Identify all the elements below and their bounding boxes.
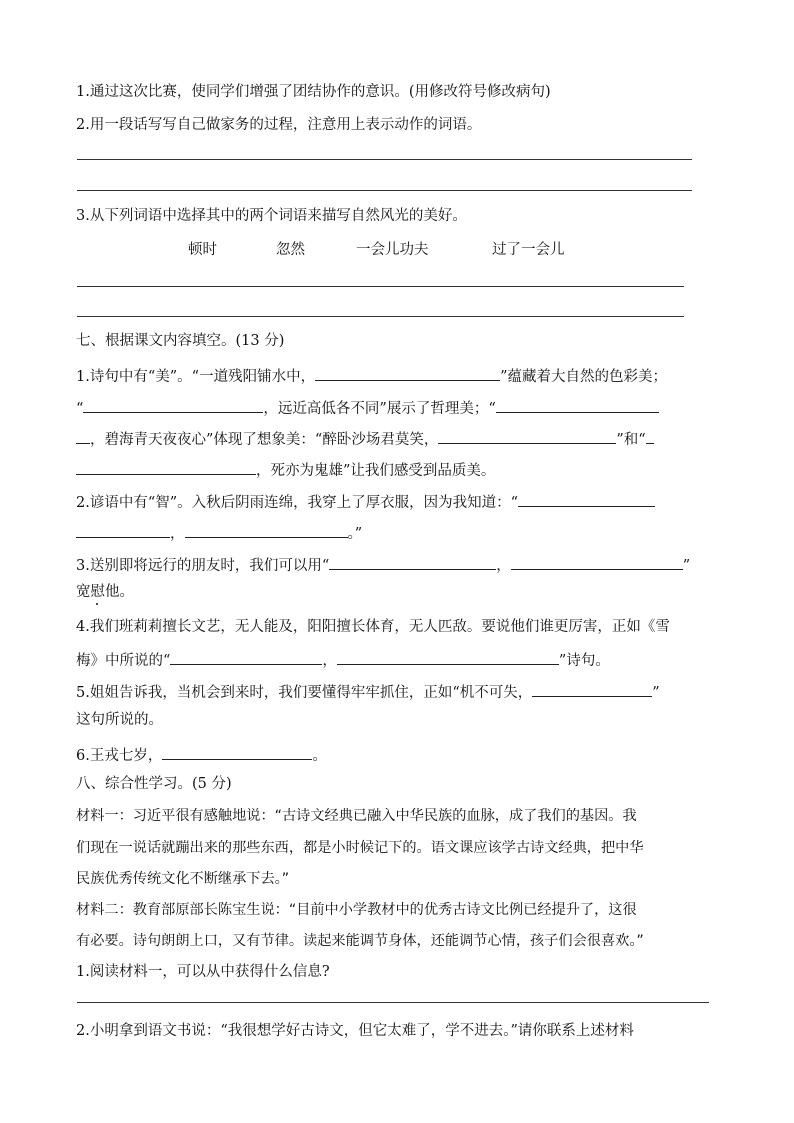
answer-line[interactable] bbox=[77, 316, 684, 317]
text: ”诗句。 bbox=[558, 653, 610, 669]
fill-blank[interactable] bbox=[315, 364, 500, 381]
fill-blank[interactable] bbox=[438, 427, 616, 444]
word-option: 顿时 bbox=[188, 242, 217, 258]
text: 。” bbox=[347, 526, 363, 542]
fill-blank[interactable] bbox=[646, 427, 654, 444]
text: 这句所说的。 bbox=[76, 712, 163, 728]
material-1-line: 们现在一说话就蹦出来的那些东西，都是小时候记下的。语文课应该学古诗文经典，把中华 bbox=[76, 840, 644, 856]
fill-q4-line1 bbox=[76, 617, 670, 637]
fill-q1-line3 bbox=[76, 427, 654, 450]
text: 慰他。 bbox=[90, 584, 134, 600]
fill-q1-line4 bbox=[76, 458, 495, 481]
text: 3.送别即将远行的朋友时，我们可以用“ bbox=[76, 558, 330, 574]
fill-blank[interactable] bbox=[511, 553, 683, 570]
question-scenery-words: 3.从下列词语中选择其中的两个词语来描写自然风光的美好。 bbox=[76, 208, 467, 224]
text: ”蕴藏着大自然的色彩美； bbox=[500, 369, 667, 385]
answer-line[interactable] bbox=[77, 159, 692, 160]
material-1-line: 材料一：习近平很有感触地说：“古诗文经典已融入中华民族的血脉，成了我们的基因。我 bbox=[76, 808, 637, 824]
fill-q1-line2 bbox=[76, 396, 659, 419]
question-xiaoming: 2.小明拿到语文书说：“我很想学好古诗文，但它太难了，学不进去。”请你联系上述材料 bbox=[76, 1023, 634, 1039]
text: 1.诗句中有“美”。“一道残阳铺水中， bbox=[76, 369, 316, 385]
fill-blank[interactable] bbox=[76, 521, 170, 538]
word-option: 一会儿功夫 bbox=[356, 242, 429, 258]
material-1-line: 民族优秀传统文化不断继承下去。” bbox=[76, 871, 290, 887]
fill-blank[interactable] bbox=[170, 648, 322, 665]
section-7-title: 七、根据课文内容填空。(13 分) bbox=[76, 333, 285, 349]
section-8-title: 八、综合性学习。(5 分) bbox=[76, 776, 232, 792]
fill-q3-line2 bbox=[76, 582, 134, 602]
fill-q2-line1 bbox=[76, 490, 655, 513]
word-option: 忽然 bbox=[276, 242, 305, 258]
fill-blank[interactable] bbox=[518, 490, 655, 507]
material-2-line: 材料二：教育部原部长陈宝生说：“目前中小学教材中的优秀古诗文比例已经提升了，这很 bbox=[76, 902, 637, 918]
material-2-line: 有必要。诗句朗朗上口，又有节律。读起来能调节身体，还能调节心情，孩子们会很喜欢。” bbox=[76, 933, 644, 949]
question-material-info: 1.阅读材料一，可以从中获得什么信息? bbox=[76, 964, 330, 980]
fill-blank[interactable] bbox=[162, 743, 312, 760]
text: 梅》中所说的“ bbox=[76, 653, 171, 669]
answer-line[interactable] bbox=[77, 1002, 709, 1003]
fill-q5-line2 bbox=[76, 710, 163, 730]
fill-blank[interactable] bbox=[337, 648, 559, 665]
fill-q5-line1 bbox=[76, 680, 660, 703]
text: ，碧海青天夜夜心”体现了想象美：“醉卧沙场君莫笑， bbox=[90, 432, 439, 448]
answer-line[interactable] bbox=[77, 190, 692, 191]
fill-q6 bbox=[76, 743, 327, 766]
text: ”和“ bbox=[616, 432, 646, 448]
text: “ bbox=[76, 401, 84, 417]
text: 4.我们班莉莉擅长文艺，无人能及，阳阳擅长体育，无人匹敌。要说他们谁更厉害，正如《雪 bbox=[76, 619, 670, 635]
text: ” bbox=[682, 558, 691, 574]
text: 5.姐姐告诉我，当机会到来时，我们要懂得牢牢抓住，正如“机不可失， bbox=[76, 685, 533, 701]
fill-blank[interactable] bbox=[76, 427, 90, 444]
answer-line[interactable] bbox=[77, 286, 684, 287]
fill-q1-line1 bbox=[76, 364, 667, 387]
text: ， bbox=[322, 653, 337, 669]
text: 宽 bbox=[76, 584, 91, 600]
fill-blank[interactable] bbox=[185, 521, 348, 538]
fill-q2-line2 bbox=[76, 521, 362, 544]
text: ，死亦为鬼雄”让我们感受到品质美。 bbox=[256, 463, 496, 479]
question-housework-writing: 2.用一段话写写自己做家务的过程，注意用上表示动作的词语。 bbox=[76, 117, 482, 133]
text: 6.王戎七岁， bbox=[76, 748, 163, 764]
fill-blank[interactable] bbox=[496, 396, 659, 413]
fill-q3-line1 bbox=[76, 553, 690, 576]
fill-blank[interactable] bbox=[83, 396, 263, 413]
fill-blank[interactable] bbox=[329, 553, 496, 570]
text: ， bbox=[170, 526, 185, 542]
word-option: 过了一会儿 bbox=[492, 242, 565, 258]
text: ，远近高低各不同”展示了哲理美；“ bbox=[263, 401, 496, 417]
fill-blank[interactable] bbox=[76, 458, 256, 475]
text: ” bbox=[652, 685, 660, 701]
fill-q4-line2 bbox=[76, 648, 610, 671]
text: 2.谚语中有“智”。入秋后阴雨连绵，我穿上了厚衣服，因为我知道：“ bbox=[76, 495, 519, 511]
fill-blank[interactable] bbox=[532, 680, 652, 697]
question-revise-sentence: 1.通过这次比赛，使同学们增强了团结协作的意识。(用修改符号修改病句) bbox=[76, 84, 551, 100]
text: 。 bbox=[312, 748, 327, 764]
text: ， bbox=[496, 558, 511, 574]
